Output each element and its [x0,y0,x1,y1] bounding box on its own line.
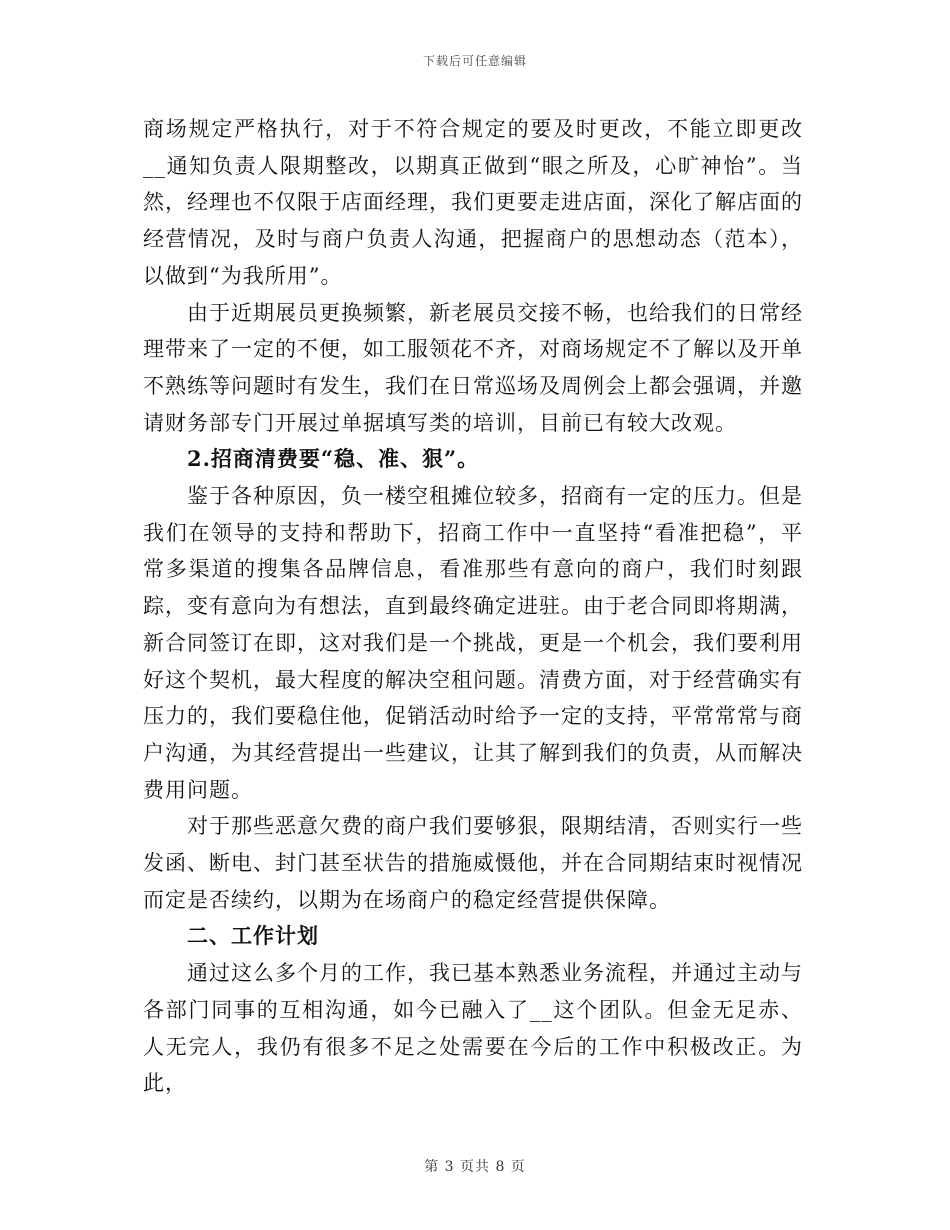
paragraph: 对于那些恶意欠费的商户我们要够狠，限期结清，否则实行一些发函、断电、封门甚至状告的措施威慑他，并在合同期结束时视情况而定是否续约，以期为在场商户的稳定经营提供保障。 [143,814,803,912]
paragraph: 由于近期展员更换频繁，新老展员交接不畅，也给我们的日常经理带来了一定的不便，如工服领花不齐，对商场规定不了解以及开单不熟练等问题时有发生，我们在日常巡场及周例会上都会强调，并邀请财务部专门开展过单据填写类的培训，目前已有较大改观。 [143,300,803,435]
page-header: 下载后可任意编辑 [422,54,527,68]
document-body [143,111,803,1102]
section-heading: 2.招商清费要“稳、准、狠”。 [187,446,480,472]
page-footer: 第 3 页共 8 页 [424,1159,526,1175]
paragraph: 通过这么多个月的工作，我已基本熟悉业务流程，并通过主动与各部门同事的互相沟通，如今已融入了__这个团队。但金无足赤、人无完人，我仍有很多不足之处需要在今后的工作中积极改正。为此， [143,961,803,1096]
paragraph: 鉴于各种原因，负一楼空租摊位较多，招商有一定的压力。但是我们在领导的支持和帮助下，招商工作中一直坚持“看准把稳”，平常多渠道的搜集各品牌信息，看准那些有意向的商户，我们时刻跟踪，变有意向为有想法，直到最终确定进驻。由于老合同即将期满，新合同签订在即，这对我们是一个挑战，更是一个机会，我们要利用好这个契机，最大程度的解决空租问题。清费方面，对于经营确实有压力的，我们要稳住他，促销活动时给予一定的支持，平常常常与商户沟通，为其经营提出一些建议，让其了解到我们的负责，从而解决费用问题。 [143,484,803,802]
section-heading: 二、工作计划 [187,923,319,949]
paragraph: 商场规定严格执行，对于不符合规定的要及时更改，不能立即更改__通知负责人限期整改，以期真正做到“眼之所及，心旷神怡”。当然，经理也不仅限于店面经理，我们更要走进店面，深化了解店面的经营情况，及时与商户负责人沟通，把握商户的思想动态（范本），以做到“为我所用”。 [143,117,803,288]
